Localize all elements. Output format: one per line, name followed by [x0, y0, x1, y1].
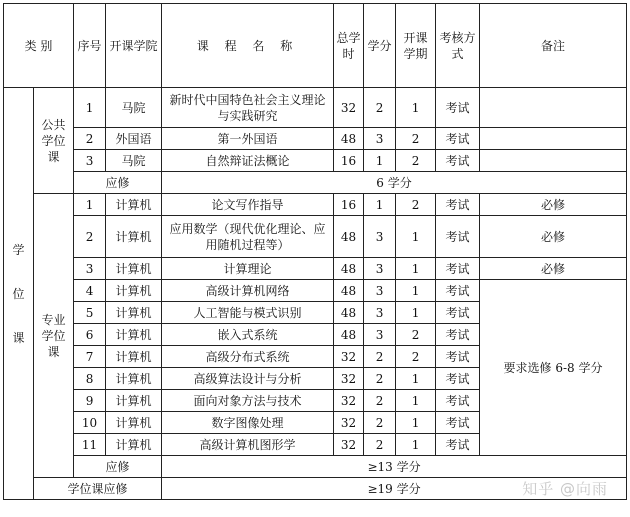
- cell-hours: 16: [334, 194, 364, 216]
- cell-credits: 1: [364, 194, 396, 216]
- cell-course-name: 第一外国语: [162, 128, 334, 150]
- cell-college: 马院: [106, 88, 162, 128]
- cell-college: 计算机: [106, 216, 162, 258]
- public-required-row: [4, 172, 627, 194]
- cell-remark: 必修: [480, 216, 627, 258]
- header-row: [4, 4, 627, 88]
- cell-hours: 32: [334, 88, 364, 128]
- cell-seq: 2: [74, 128, 106, 150]
- cell-exam: 考试: [436, 128, 480, 150]
- cell-course-name: 数字图像处理: [162, 412, 334, 434]
- header-total-hours: 总学时: [334, 4, 364, 88]
- cell-seq: 1: [74, 194, 106, 216]
- cell-hours: 48: [334, 324, 364, 346]
- major-required-label: 应修: [74, 456, 162, 478]
- cell-exam: 考试: [436, 346, 480, 368]
- cell-semester: 2: [396, 346, 436, 368]
- table-row: [4, 128, 627, 150]
- cell-course-name: 新时代中国特色社会主义理论与实践研究: [162, 88, 334, 128]
- watermark: 知乎 @向雨: [522, 480, 608, 498]
- cell-seq: 3: [74, 150, 106, 172]
- cell-semester: 1: [396, 368, 436, 390]
- cell-hours: 32: [334, 390, 364, 412]
- header-semester: 开课学期: [396, 4, 436, 88]
- cell-semester: 1: [396, 434, 436, 456]
- public-required-value: 6 学分: [162, 172, 627, 194]
- cell-exam: 考试: [436, 216, 480, 258]
- degree-total-value: ≥19 学分: [162, 478, 627, 500]
- cell-exam: 考试: [436, 194, 480, 216]
- cell-exam: 考试: [436, 390, 480, 412]
- cell-semester: 1: [396, 88, 436, 128]
- cell-hours: 32: [334, 434, 364, 456]
- header-college: 开课学院: [106, 4, 162, 88]
- header-credits: 学分: [364, 4, 396, 88]
- cell-exam: 考试: [436, 258, 480, 280]
- cell-remark: [480, 150, 627, 172]
- table-row: [4, 258, 627, 280]
- cell-semester: 1: [396, 216, 436, 258]
- table-row: [4, 194, 627, 216]
- cell-college: 计算机: [106, 258, 162, 280]
- cell-hours: 48: [334, 280, 364, 302]
- cell-credits: 3: [364, 216, 396, 258]
- public-required-label: 应修: [74, 172, 162, 194]
- cell-seq: 7: [74, 346, 106, 368]
- cell-exam: 考试: [436, 302, 480, 324]
- cell-credits: 2: [364, 434, 396, 456]
- cell-semester: 2: [396, 128, 436, 150]
- cell-semester: 1: [396, 302, 436, 324]
- cell-course-name: 人工智能与模式识别: [162, 302, 334, 324]
- cell-hours: 48: [334, 302, 364, 324]
- degree-course-label: 学 位 课: [4, 88, 34, 500]
- table-row: [4, 216, 627, 258]
- cell-semester: 1: [396, 390, 436, 412]
- cell-college: 计算机: [106, 194, 162, 216]
- cell-hours: 16: [334, 150, 364, 172]
- cell-college: 马院: [106, 150, 162, 172]
- cell-course-name: 高级计算机网络: [162, 280, 334, 302]
- cell-exam: 考试: [436, 324, 480, 346]
- cell-credits: 3: [364, 128, 396, 150]
- cell-college: 计算机: [106, 368, 162, 390]
- cell-college: 计算机: [106, 434, 162, 456]
- cell-hours: 48: [334, 128, 364, 150]
- cell-course-name: 论文写作指导: [162, 194, 334, 216]
- header-seq: 序号: [74, 4, 106, 88]
- cell-college: 计算机: [106, 280, 162, 302]
- cell-hours: 32: [334, 346, 364, 368]
- cell-seq: 3: [74, 258, 106, 280]
- cell-college: 外国语: [106, 128, 162, 150]
- cell-college: 计算机: [106, 390, 162, 412]
- cell-credits: 2: [364, 390, 396, 412]
- cell-credits: 3: [364, 280, 396, 302]
- cell-college: 计算机: [106, 412, 162, 434]
- cell-seq: 6: [74, 324, 106, 346]
- table-row: [4, 150, 627, 172]
- cell-course-name: 应用数学（现代优化理论、应用随机过程等）: [162, 216, 334, 258]
- cell-course-name: 面向对象方法与技术: [162, 390, 334, 412]
- cell-semester: 2: [396, 194, 436, 216]
- cell-exam: 考试: [436, 368, 480, 390]
- cell-college: 计算机: [106, 346, 162, 368]
- cell-course-name: 嵌入式系统: [162, 324, 334, 346]
- course-table: [3, 3, 627, 500]
- table-row: [4, 88, 627, 128]
- cell-seq: 2: [74, 216, 106, 258]
- cell-credits: 3: [364, 324, 396, 346]
- cell-hours: 48: [334, 216, 364, 258]
- cell-credits: 3: [364, 258, 396, 280]
- cell-semester: 2: [396, 324, 436, 346]
- cell-credits: 1: [364, 150, 396, 172]
- cell-exam: 考试: [436, 434, 480, 456]
- cell-semester: 2: [396, 150, 436, 172]
- cell-credits: 2: [364, 412, 396, 434]
- table-row: [4, 280, 627, 302]
- cell-credits: 2: [364, 346, 396, 368]
- header-exam: 考核方式: [436, 4, 480, 88]
- cell-credits: 3: [364, 302, 396, 324]
- header-remark: 备注: [480, 4, 627, 88]
- cell-course-name: 计算理论: [162, 258, 334, 280]
- cell-credits: 2: [364, 88, 396, 128]
- cell-remark: 必修: [480, 258, 627, 280]
- cell-seq: 1: [74, 88, 106, 128]
- cell-credits: 2: [364, 368, 396, 390]
- cell-semester: 1: [396, 280, 436, 302]
- cell-course-name: 高级计算机图形学: [162, 434, 334, 456]
- degree-total-label: 学位课应修: [34, 478, 162, 500]
- cell-course-name: 高级算法设计与分析: [162, 368, 334, 390]
- cell-exam: 考试: [436, 150, 480, 172]
- public-degree-label: 公共学位课: [34, 88, 74, 194]
- cell-hours: 32: [334, 412, 364, 434]
- major-required-value: ≥13 学分: [162, 456, 627, 478]
- major-required-row: [4, 456, 627, 478]
- cell-remark: 必修: [480, 194, 627, 216]
- cell-seq: 9: [74, 390, 106, 412]
- cell-semester: 1: [396, 258, 436, 280]
- cell-seq: 4: [74, 280, 106, 302]
- header-course-name: 课 程 名 称: [162, 4, 334, 88]
- elective-remark: 要求选修 6-8 学分: [480, 280, 627, 456]
- cell-exam: 考试: [436, 88, 480, 128]
- major-degree-label: 专业学位课: [34, 194, 74, 478]
- cell-exam: 考试: [436, 280, 480, 302]
- cell-course-name: 自然辩证法概论: [162, 150, 334, 172]
- header-category: 类 别: [4, 4, 74, 88]
- cell-semester: 1: [396, 412, 436, 434]
- cell-remark: [480, 128, 627, 150]
- cell-seq: 10: [74, 412, 106, 434]
- cell-course-name: 高级分布式系统: [162, 346, 334, 368]
- cell-hours: 32: [334, 368, 364, 390]
- cell-seq: 5: [74, 302, 106, 324]
- cell-college: 计算机: [106, 324, 162, 346]
- cell-remark: [480, 88, 627, 128]
- cell-hours: 48: [334, 258, 364, 280]
- cell-seq: 11: [74, 434, 106, 456]
- cell-college: 计算机: [106, 302, 162, 324]
- cell-exam: 考试: [436, 412, 480, 434]
- cell-seq: 8: [74, 368, 106, 390]
